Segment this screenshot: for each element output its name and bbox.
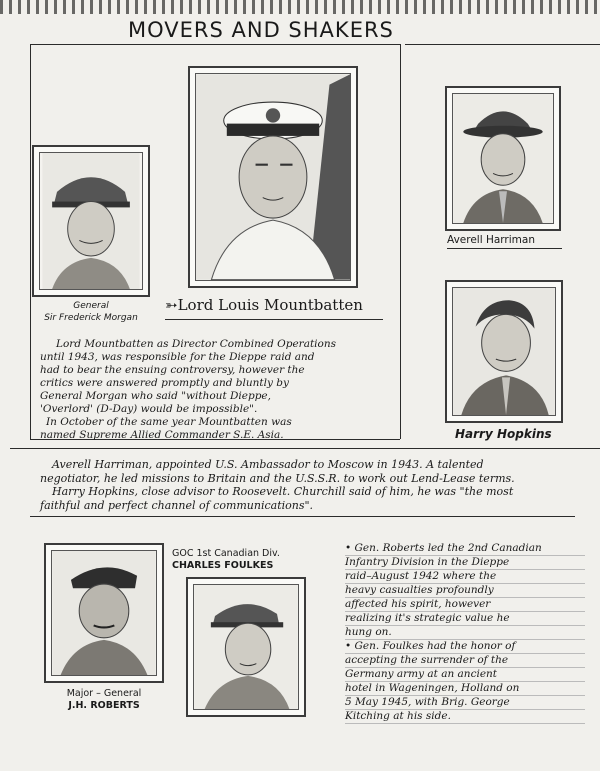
caption-morgan xyxy=(25,300,157,324)
harriman-underline xyxy=(447,248,562,249)
portrait-frame-mountbatten xyxy=(188,66,358,288)
foulkes-line: 5 May 1945, with Brig. George xyxy=(345,696,585,710)
mountbatten-line: named Supreme Allied Commander S.E. Asia. xyxy=(40,429,284,441)
roberts-line: Infantry Division in the Dieppe xyxy=(345,556,585,570)
portrait-fedora-icon xyxy=(453,94,553,223)
mountbatten-line: had to bear the ensuing controversy, however the xyxy=(40,364,305,376)
foulkes-line: Kitching at his side. xyxy=(345,710,585,724)
mountbatten-underline xyxy=(165,319,383,320)
mountbatten-line: until 1943, was responsible for the Dieppe raid and xyxy=(40,351,315,363)
roberts-line: realizing it's strategic value he xyxy=(345,612,585,626)
portrait-beret-icon xyxy=(52,551,156,675)
lower-rule xyxy=(30,516,575,517)
frame-divider xyxy=(30,44,400,45)
roberts-line: hung on. xyxy=(345,626,585,640)
spiral-binding xyxy=(0,0,600,14)
foulkes-bullet xyxy=(345,640,585,724)
frame-left-border xyxy=(30,44,31,439)
frame-right-border xyxy=(400,44,401,439)
harriman-paragraph xyxy=(40,458,595,512)
harriman-line: faithful and perfect channel of communications". xyxy=(40,498,314,512)
roberts-line: affected his spirit, however xyxy=(345,598,585,612)
name-harriman: Averell Harriman xyxy=(447,234,535,246)
roberts-line: heavy casualties profoundly xyxy=(345,584,585,598)
foulkes-line: hotel in Wageningen, Holland on xyxy=(345,682,585,696)
pointer-arrow-icon: ➳ xyxy=(165,296,178,314)
middle-rule xyxy=(10,448,600,449)
name-mountbatten-text: Lord Louis Mountbatten xyxy=(177,296,363,314)
caption-foulkes-line2: CHARLES FOULKES xyxy=(172,560,274,571)
harriman-line: Averell Harriman, appointed U.S. Ambassador to Moscow in 1943. A talented xyxy=(52,458,484,471)
caption-roberts xyxy=(40,688,168,712)
portrait-frame-roberts xyxy=(44,543,164,683)
name-hopkins: Harry Hopkins xyxy=(455,427,552,441)
mountbatten-line: 'Overlord' (D-Day) would be impossible". xyxy=(40,403,258,415)
portrait-peaked-cap-icon xyxy=(194,585,298,709)
foulkes-line: • Gen. Foulkes had the honor of xyxy=(345,640,585,654)
mountbatten-paragraph xyxy=(40,338,400,442)
caption-foulkes-line1: GOC 1st Canadian Div. xyxy=(172,548,280,559)
harriman-line: negotiator, he led missions to Britain and the U.S.S.R. to work out Lend-Lease terms. xyxy=(40,471,515,485)
mountbatten-line: Lord Mountbatten as Director Combined Operations xyxy=(56,338,336,350)
mountbatten-line: General Morgan who said "without Dieppe, xyxy=(40,390,271,402)
caption-morgan-line1: General xyxy=(73,301,109,311)
portrait-frame-hopkins xyxy=(445,280,563,423)
page-title: MOVERS AND SHAKERS xyxy=(128,18,394,42)
harriman-line: Harry Hopkins, close advisor to Roosevelt. Churchill said of him, he was "the most xyxy=(52,485,514,498)
top-rule xyxy=(405,44,600,45)
portrait-suit-icon xyxy=(453,288,555,415)
caption-roberts-line1: Major – General xyxy=(66,688,142,699)
portrait-frame-foulkes xyxy=(186,577,306,717)
portrait-frame-morgan xyxy=(32,145,150,297)
mountbatten-line: In October of the same year Mountbatten was xyxy=(46,416,292,428)
foulkes-line: Germany army at an ancient xyxy=(345,668,585,682)
roberts-bullet xyxy=(345,542,585,640)
portrait-naval-officer-icon xyxy=(196,74,350,280)
roberts-line: raid–August 1942 where the xyxy=(345,570,585,584)
caption-foulkes xyxy=(172,548,302,572)
portrait-frame-harriman xyxy=(445,86,561,231)
roberts-line: • Gen. Roberts led the 2nd Canadian xyxy=(345,542,585,556)
foulkes-line: accepting the surrender of the xyxy=(345,654,585,668)
caption-morgan-line2: Sir Frederick Morgan xyxy=(44,313,138,323)
caption-roberts-line2: J.H. ROBERTS xyxy=(68,700,140,711)
name-mountbatten xyxy=(165,296,363,314)
mountbatten-line: critics were answered promptly and bluntly by xyxy=(40,377,289,389)
portrait-military-cap-icon xyxy=(40,153,142,289)
